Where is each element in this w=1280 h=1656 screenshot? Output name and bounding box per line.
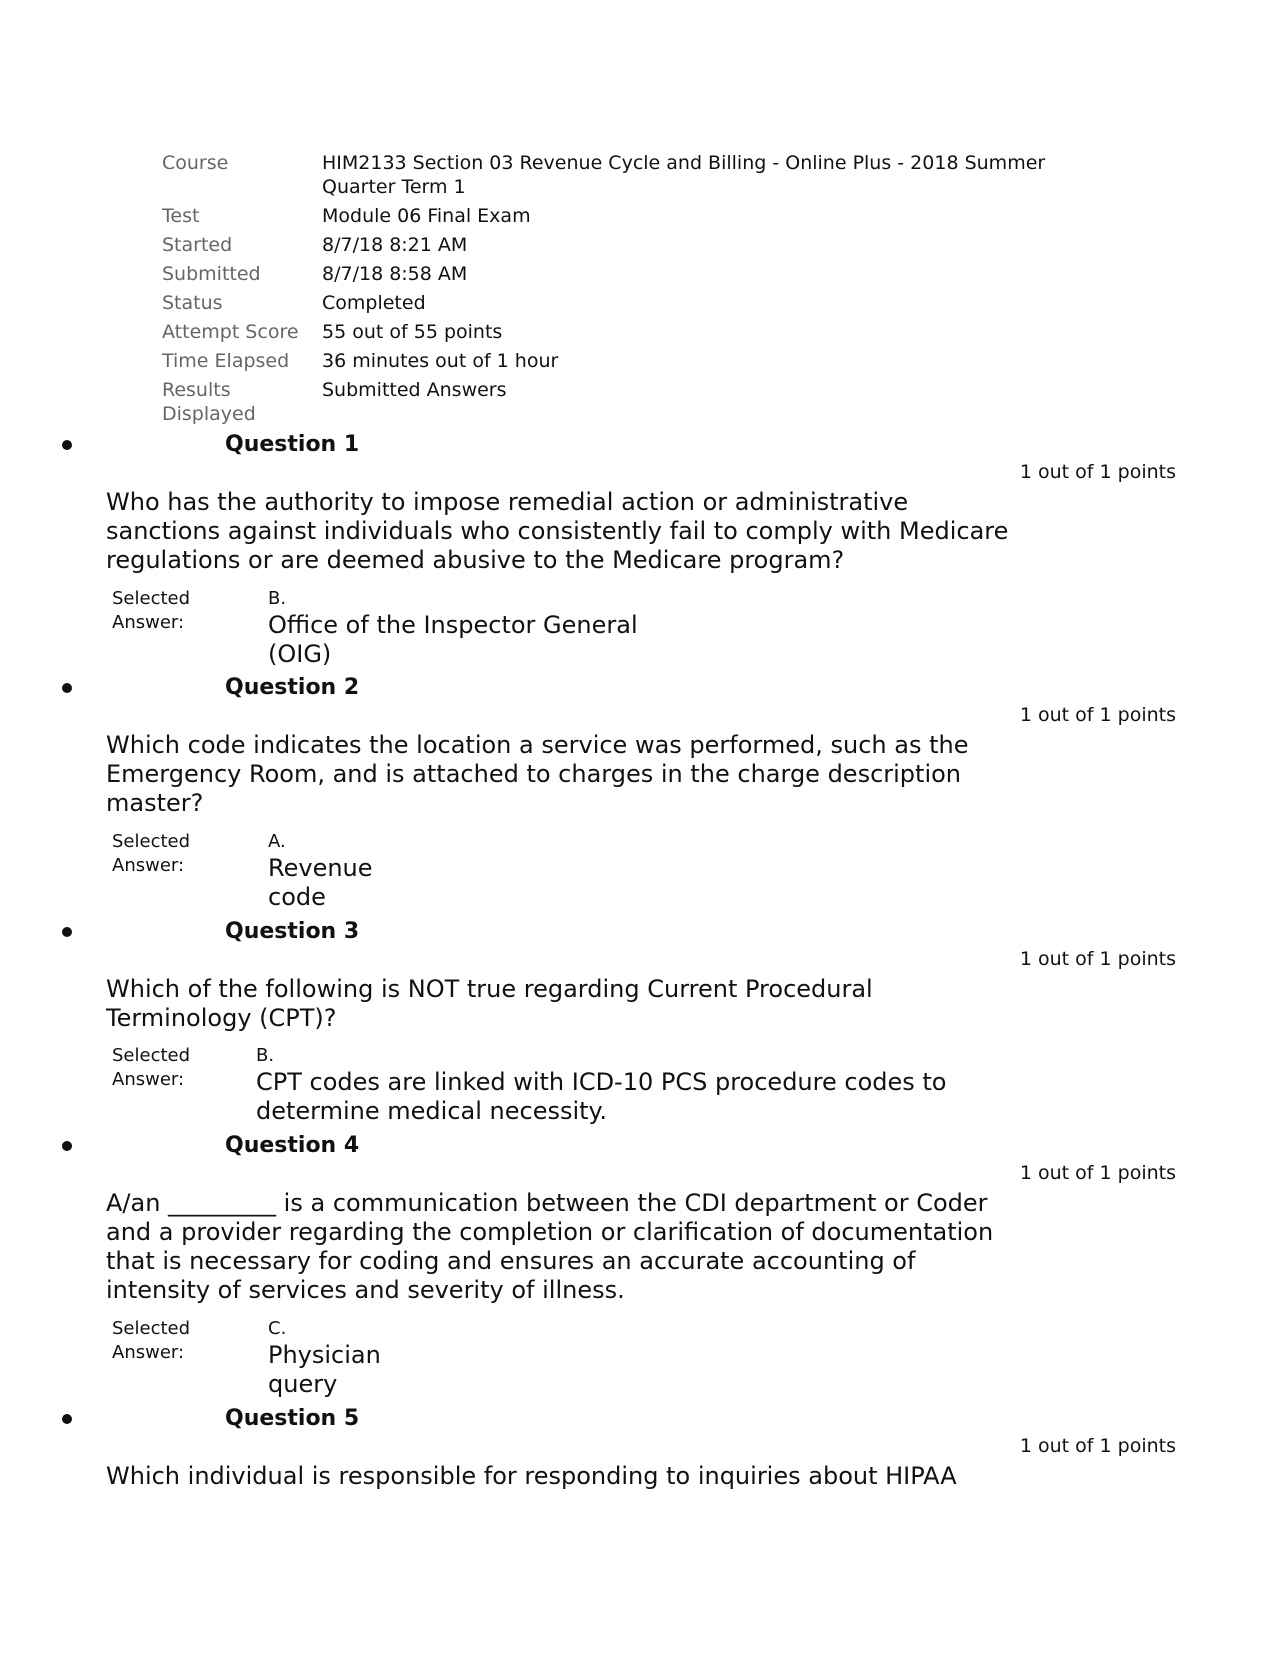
- selected-answer-label: [112, 1044, 222, 1092]
- question-text: [106, 731, 1066, 818]
- question-text: [106, 1189, 1066, 1305]
- selected-answer-text-line: code: [268, 883, 326, 911]
- summary-row-course: [162, 151, 1102, 199]
- question-text-line: Emergency Room, and is attached to charges in the charge description: [106, 760, 962, 788]
- status-value: Completed: [322, 292, 426, 314]
- selected-answer-letter: C.: [268, 1318, 287, 1339]
- selected-answer-label-line: Answer:: [112, 1342, 185, 1363]
- selected-answer-label-line: Selected: [112, 1045, 191, 1066]
- test-value: Module 06 Final Exam: [322, 205, 531, 227]
- question-points: 1 out of 1 points: [1019, 704, 1176, 726]
- summary-row-results: [162, 378, 1102, 426]
- selected-answer-label-line: Selected: [112, 588, 191, 609]
- started-value: 8/7/18 8:21 AM: [322, 234, 468, 256]
- course-value-line: Quarter Term 1: [322, 176, 466, 198]
- question-text-line: Terminology (CPT)?: [106, 1004, 337, 1032]
- question-text: [106, 1462, 1066, 1491]
- question-text-line: intensity of services and severity of illness.: [106, 1276, 625, 1304]
- selected-answer-text-line: query: [268, 1370, 338, 1398]
- summary-row-submitted: [162, 262, 1102, 286]
- summary-row-elapsed: [162, 349, 1102, 373]
- question-title: Question 2: [225, 675, 360, 700]
- question-text-line: Which individual is responsible for responding to inquiries about HIPAA: [106, 1462, 957, 1490]
- question-bullet: [62, 440, 72, 450]
- question-title: Question 4: [225, 1133, 360, 1158]
- selected-answer-text-line: Office of the Inspector General: [268, 611, 638, 639]
- selected-answer-letter: B.: [268, 588, 287, 609]
- score-label: Attempt Score: [162, 321, 299, 343]
- selected-answer-text: [268, 611, 638, 669]
- question-points: 1 out of 1 points: [1019, 1162, 1176, 1184]
- question-text-line: master?: [106, 789, 204, 817]
- selected-answer-text-line: CPT codes are linked with ICD-10 PCS procedure codes to: [256, 1068, 947, 1096]
- question-bullet: [62, 683, 72, 693]
- submitted-label: Submitted: [162, 263, 261, 285]
- elapsed-value: 36 minutes out of 1 hour: [322, 350, 559, 372]
- question-text-line: that is necessary for coding and ensures an accurate accounting of: [106, 1247, 916, 1275]
- elapsed-label: Time Elapsed: [162, 350, 290, 372]
- question-points: 1 out of 1 points: [1019, 461, 1176, 483]
- question-text-line: Which of the following is NOT true regarding Current Procedural: [106, 975, 873, 1003]
- selected-answer-text-line: Revenue: [268, 854, 373, 882]
- question-points: 1 out of 1 points: [1019, 948, 1176, 970]
- score-value: 55 out of 55 points: [322, 321, 503, 343]
- question-title: Question 1: [225, 432, 360, 457]
- selected-answer-text-line: Physician: [268, 1341, 381, 1369]
- course-value-line: HIM2133 Section 03 Revenue Cycle and Billing - Online Plus - 2018 Summer: [322, 152, 1046, 174]
- status-label: Status: [162, 292, 223, 314]
- selected-answer-text: [268, 1341, 381, 1399]
- question-text-line: A/an _________ is a communication between the CDI department or Coder: [106, 1189, 988, 1217]
- question-text-line: sanctions against individuals who consistently fail to comply with Medicare: [106, 517, 1009, 545]
- results-label: [162, 378, 322, 426]
- course-value: [322, 151, 1102, 199]
- summary-row-score: [162, 320, 1102, 344]
- question-points: 1 out of 1 points: [1019, 1435, 1176, 1457]
- question-bullet: [62, 927, 72, 937]
- question-bullet: [62, 1141, 72, 1151]
- selected-answer-text: [256, 1068, 946, 1126]
- question-text: [106, 488, 1066, 575]
- selected-answer-letter: A.: [268, 831, 286, 852]
- summary-row-status: [162, 291, 1102, 315]
- attempt-summary-table: [162, 151, 1102, 426]
- selected-answer-label-line: Answer:: [112, 1069, 185, 1090]
- question-text-line: regulations or are deemed abusive to the Medicare program?: [106, 546, 845, 574]
- selected-answer-text-line: (OIG): [268, 640, 332, 668]
- selected-answer-label-line: Answer:: [112, 612, 185, 633]
- submitted-value: 8/7/18 8:58 AM: [322, 263, 468, 285]
- summary-row-test: [162, 204, 1102, 228]
- question-text-line: Which code indicates the location a service was performed, such as the: [106, 731, 969, 759]
- summary-row-started: [162, 233, 1102, 257]
- started-label: Started: [162, 234, 233, 256]
- course-label: Course: [162, 152, 229, 174]
- selected-answer-text-line: determine medical necessity.: [256, 1097, 607, 1125]
- question-text-line: Who has the authority to impose remedial action or administrative: [106, 488, 909, 516]
- selected-answer-letter: B.: [256, 1045, 275, 1066]
- results-value: Submitted Answers: [322, 379, 507, 401]
- question-title: Question 5: [225, 1406, 360, 1431]
- question-title: Question 3: [225, 919, 360, 944]
- results-label-line: Results: [162, 379, 231, 401]
- test-label: Test: [162, 205, 200, 227]
- question-text-line: and a provider regarding the completion or clarification of documentation: [106, 1218, 994, 1246]
- question-text: [106, 975, 1066, 1033]
- results-label-line: Displayed: [162, 403, 256, 425]
- selected-answer-label-line: Selected: [112, 1318, 191, 1339]
- question-bullet: [62, 1414, 72, 1424]
- selected-answer-label: [112, 830, 222, 878]
- selected-answer-text: [268, 854, 373, 912]
- selected-answer-label: [112, 587, 222, 635]
- selected-answer-label-line: Answer:: [112, 855, 185, 876]
- selected-answer-label: [112, 1317, 222, 1365]
- selected-answer-label-line: Selected: [112, 831, 191, 852]
